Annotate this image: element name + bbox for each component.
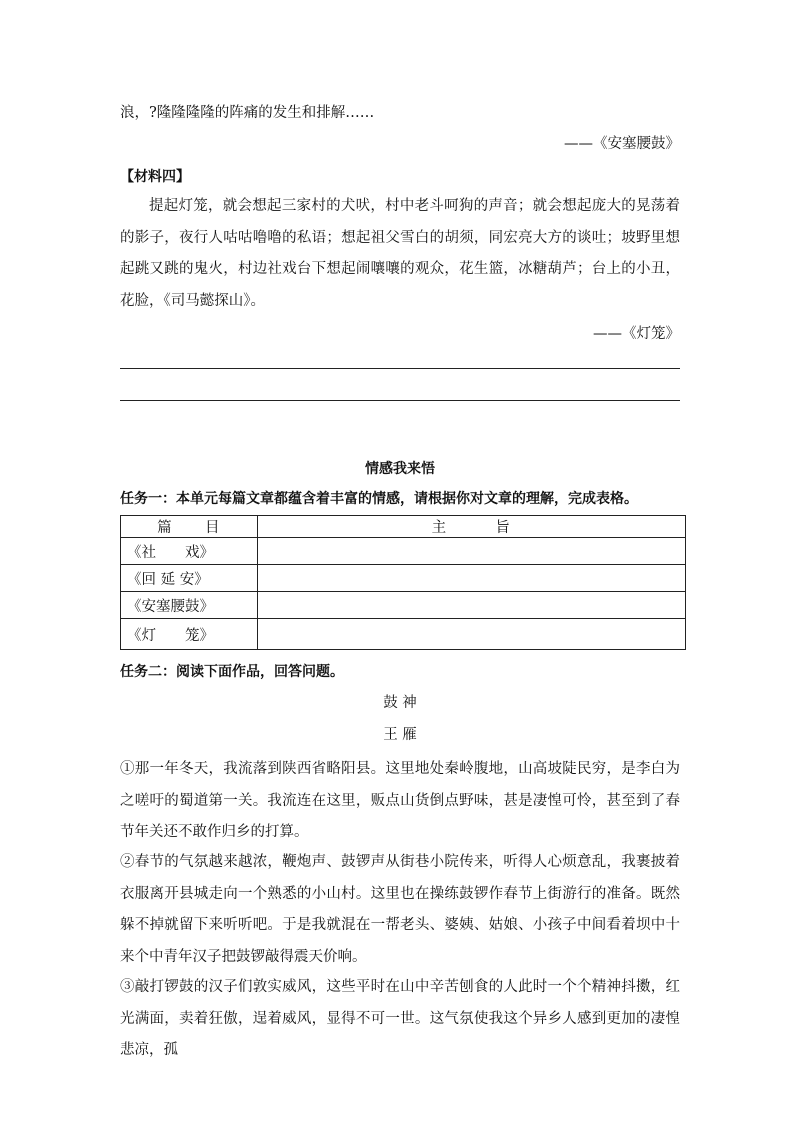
table-cell-title: 《安塞腰鼓》	[121, 592, 258, 619]
table-row	[121, 592, 686, 619]
story-title: 鼓 神	[383, 695, 417, 711]
table-row	[121, 619, 686, 650]
table-cell-theme[interactable]	[258, 538, 686, 565]
answer-line	[120, 400, 680, 401]
table-cell-title: 《灯 笼》	[121, 619, 258, 650]
table-cell-title: 《回 延 安》	[121, 565, 258, 592]
section-title: 情感我来悟	[365, 461, 435, 477]
table-cell-theme[interactable]	[258, 592, 686, 619]
table-header-row	[121, 516, 686, 538]
table-row	[121, 538, 686, 565]
theme-table	[120, 515, 686, 650]
paragraph: 提起灯笼，就会想起三家村的犬吠，村中老斗呵狗的声音；就会想起庞大的晃荡着的影子，夜行人咕咕噜噜的私语；想起祖父雪白的胡须，同宏亮大方的谈吐；坡野里想起跳又跳的鬼火，村边社戏台下想起闹嚷嚷的观众，花生篮，冰糖葫芦；台上的小丑，花脸，《司马懿探山》。	[120, 198, 680, 309]
source-citation: ——《灯笼》	[593, 326, 680, 342]
answer-line	[120, 368, 680, 369]
table-cell-theme[interactable]	[258, 619, 686, 650]
text-line: 浪，?隆隆隆隆的阵痛的发生和排解……	[120, 105, 375, 121]
story-author: 王 雁	[383, 727, 417, 743]
source-citation: ——《安塞腰鼓》	[564, 136, 680, 152]
table-header-cell: 篇 目	[121, 516, 258, 538]
paragraph: ③敲打锣鼓的汉子们敦实威风，这些平时在山中辛苦刨食的人此时一个个精神抖擞，红光满面，卖着狂傲，逞着威风，显得不可一世。这气氛使我这个异乡人感到更加的凄惶悲凉，孤	[120, 979, 680, 1058]
table-row	[121, 565, 686, 592]
section-heading: 【材料四】	[120, 169, 190, 185]
table-cell-theme[interactable]	[258, 565, 686, 592]
task-prompt: 任务二：阅读下面作品，回答问题。	[120, 664, 344, 680]
paragraph: ①那一年冬天，我流落到陕西省略阳县。这里地处秦岭腹地，山高坡陡民穷，是李白为之嗟吁的蜀道第一关。我流连在这里，贩点山货倒点野味，甚是凄惶可怜，甚至到了春节年关还不敢作归乡的打算。	[120, 761, 680, 840]
table-cell-title: 《社 戏》	[121, 538, 258, 565]
table-header-cell: 主 旨	[258, 516, 686, 538]
paragraph: ②春节的气氛越来越浓，鞭炮声、鼓锣声从街巷小院传来，听得人心烦意乱，我裹披着衣服离开县城走向一个熟悉的小山村。这里也在操练鼓锣作春节上街游行的准备。既然躲不掉就留下来听听吧。于是我就混在一帮老头、婆姨、姑娘、小孩子中间看着坝中十来个中青年汉子把鼓锣敲得震天价响。	[120, 854, 680, 965]
task-prompt: 任务一：本单元每篇文章都蕴含着丰富的情感，请根据你对文章的理解，完成表格。	[120, 491, 638, 507]
